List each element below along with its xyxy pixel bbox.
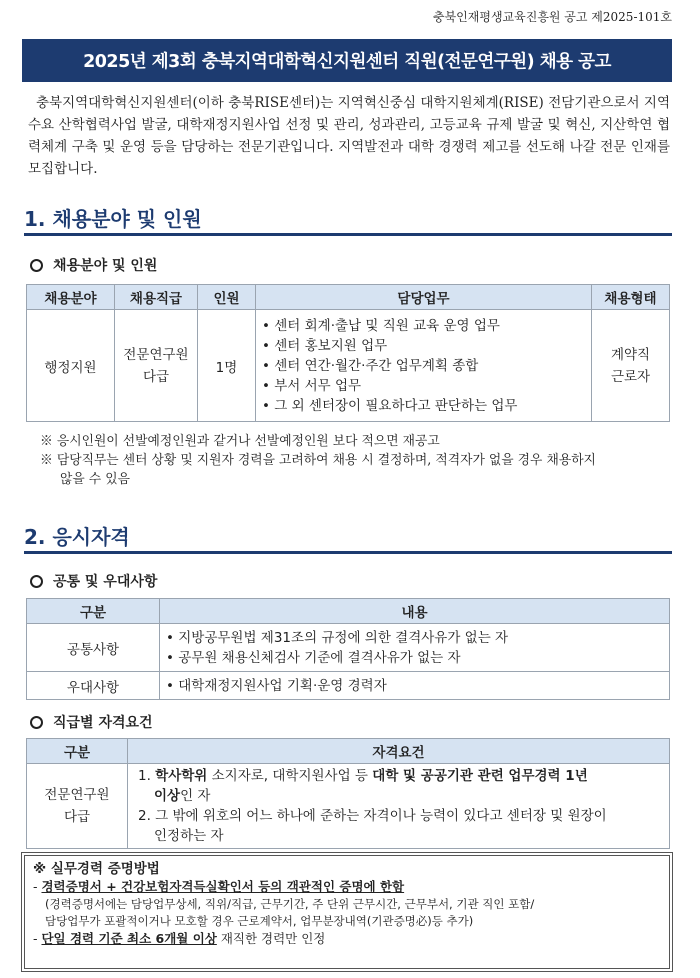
notes: ※ 응시인원이 선발예정인원과 같거나 선발예정인원 보다 적으면 재공고 ※ 담당직무는 센터 상황 및 지원자 경력을 고려하여 채용 시 결정하며, 적격자가 없을 경우 채용하지 않을 수 있음	[40, 434, 596, 487]
section2-title: 2. 응시자격	[24, 525, 130, 549]
intro-paragraph: 충북지역대학혁신지원센터(이하 충북RISE센터)는 지역혁신중심 대학지원체계(RISE) 전담기관으로서 지역수요 산학협력사업 발굴, 대학재정지원사업 선정 및 관리, 성과관리, 고등교육 규제 발굴 및 혁신, 지산학연 협력체계 구축 및 운영 등을 담당하는 전문기관입니다. 지역발전과 대학 경쟁력 제고를 선도해 나갈 전문 인재를 모집합니다.	[28, 95, 670, 177]
section1-divider	[24, 233, 672, 236]
list-item: • 그 외 센터장이 필요하다고 판단하는 업무	[262, 397, 518, 414]
preference-content	[160, 672, 670, 700]
col-header-requirements: 자격요건	[128, 739, 670, 764]
circle-bullet-icon	[30, 716, 43, 729]
col-header-duties: 담당업무	[256, 285, 592, 310]
rank-cell: 전문연구원 다급	[115, 310, 198, 422]
col-header-rank: 채용직급	[115, 285, 198, 310]
list-item: • 지방공무원법 제31조의 규정에 의한 결격사유가 없는 자	[166, 629, 509, 646]
requirements-cell: 1. 학사학위 소지자로, 대학지원사업 등 대학 및 공공기관 관련 업무경력 1년 이상인 자 2. 그 밖에 위호의 어느 하나에 준하는 자격이나 능력이 있다고 센터장 및 원장이 인정하는 자	[128, 764, 670, 849]
field-cell: 행정지원	[27, 310, 115, 422]
col-header-type: 채용형태	[592, 285, 670, 310]
count-cell: 1명	[198, 310, 256, 422]
common-requirements-table	[26, 598, 670, 700]
section2-subheading-rank: 직급별 자격요건	[30, 712, 153, 732]
preference-label: 우대사항	[27, 672, 160, 700]
common-label: 공통사항	[27, 624, 160, 672]
list-item: • 센터 홍보지원 업무	[262, 337, 388, 354]
document-number: 충북인재평생교육진흥원 공고 제2025-101호	[432, 10, 672, 24]
col-header-category: 구분	[27, 739, 128, 764]
circle-bullet-icon	[30, 575, 43, 588]
box-title: ※ 실무경력 증명방법	[33, 861, 160, 877]
page-title: 2025년 제3회 충북지역대학혁신지원센터 직원(전문연구원) 채용 공고	[22, 39, 672, 82]
list-item: 1. 학사학위 소지자로, 대학지원사업 등 대학 및 공공기관 관련 업무경력 1년	[138, 768, 588, 784]
circle-bullet-icon	[30, 259, 43, 272]
list-item: • 대학재정지원사업 기획·운영 경력자	[166, 677, 387, 694]
table-row	[27, 310, 670, 422]
experience-proof-box: ※ 실무경력 증명방법 - 경력증명서 + 건강보험자격득실확인서 등의 객관적인 증명에 한함 (경력증명서에는 담당업무상세, 직위/직급, 근무기간, 주 단위 근무시간, 근무부서, 기관 직인 포함/ 담당업무가 포괄적이거나 모호할 경우 근로계약서, 업무분장내역(기관증명必)등 추가) - 단일 경력 기준 최소 6개월 이상 재직한 경력만 인정	[24, 855, 670, 969]
col-header-category: 구분	[27, 599, 160, 624]
list-item: • 부서 서무 업무	[262, 377, 362, 394]
section1-title: 1. 채용분야 및 인원	[24, 207, 202, 231]
list-item: • 센터 회계·출납 및 직원 교육 운영 업무	[262, 317, 500, 334]
col-header-content: 내용	[160, 599, 670, 624]
section1-subheading: 채용분야 및 인원	[30, 255, 157, 275]
recruitment-table	[26, 284, 670, 422]
list-item: • 공무원 채용신체검사 기준에 결격사유가 없는 자	[166, 649, 461, 666]
duties-cell	[256, 310, 592, 422]
list-item: 2. 그 밖에 위호의 어느 하나에 준하는 자격이나 능력이 있다고 센터장 및 원장이	[138, 808, 607, 824]
rank-cell: 전문연구원 다급	[27, 764, 128, 849]
rank-requirements-table	[26, 738, 670, 849]
table-row	[27, 672, 670, 700]
section2-divider	[24, 551, 672, 554]
col-header-count: 인원	[198, 285, 256, 310]
table-row	[27, 764, 670, 849]
common-content	[160, 624, 670, 672]
list-item: • 센터 연간·월간·주간 업무계획 종합	[262, 357, 479, 374]
section2-subheading-common: 공통 및 우대사항	[30, 571, 157, 591]
type-cell: 계약직 근로자	[592, 310, 670, 422]
table-row	[27, 624, 670, 672]
col-header-field: 채용분야	[27, 285, 115, 310]
